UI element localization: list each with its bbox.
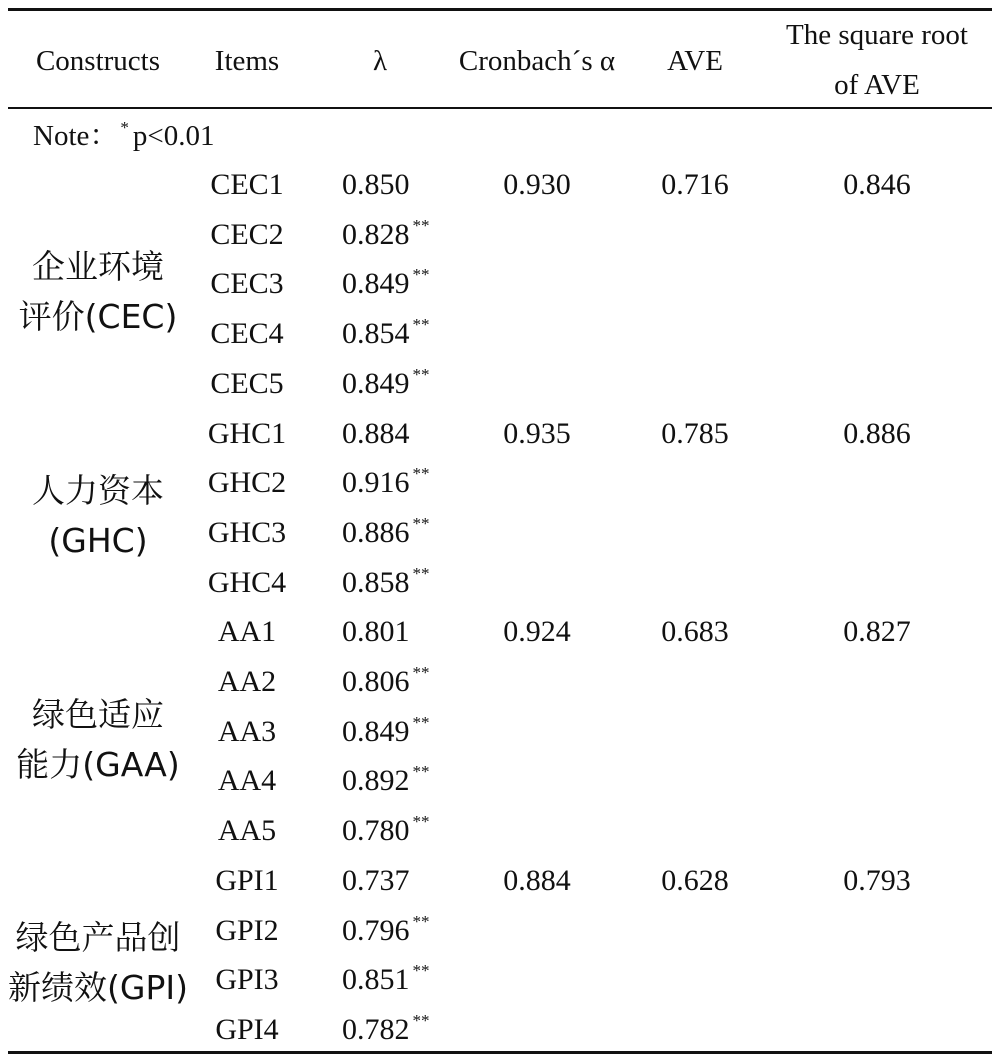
item-cell: GPI1 bbox=[215, 863, 279, 897]
significance-marker: ** bbox=[412, 911, 430, 931]
alpha-cell: 0.924 bbox=[503, 615, 571, 649]
ave-cell: 0.628 bbox=[661, 863, 729, 897]
construct-label-line2: (GHC) bbox=[48, 520, 148, 560]
item-cell: GHC4 bbox=[207, 565, 287, 599]
note-superscript: * bbox=[120, 118, 129, 137]
lambda-value: 0.849 bbox=[342, 714, 410, 748]
top-rule bbox=[8, 8, 992, 11]
lambda-value: 0.849 bbox=[342, 366, 410, 400]
construct-label-line1: 企业环境 bbox=[32, 247, 164, 287]
bottom-rule bbox=[8, 1051, 992, 1054]
header-sqrt-ave-line2: of AVE bbox=[834, 69, 920, 101]
header-cronbach-alpha: Cronbach´s α bbox=[458, 45, 616, 77]
construct-label-line2: 新绩效(GPI) bbox=[8, 968, 188, 1008]
construct-label bbox=[8, 913, 188, 1013]
note-prefix: Note： bbox=[33, 120, 119, 152]
lambda-cell bbox=[342, 615, 413, 653]
lambda-cell bbox=[342, 168, 413, 206]
lambda-cell bbox=[342, 417, 413, 455]
item-cell: AA5 bbox=[217, 814, 277, 848]
lambda-value: 0.849 bbox=[342, 267, 410, 301]
construct-label-line2: 能力(GAA) bbox=[16, 744, 180, 784]
item-cell: GPI4 bbox=[215, 1012, 279, 1046]
item-cell: GPI2 bbox=[215, 913, 279, 947]
lambda-value: 0.892 bbox=[342, 764, 410, 798]
header-rule bbox=[8, 107, 992, 109]
alpha-cell: 0.930 bbox=[503, 168, 571, 201]
lambda-value: 0.782 bbox=[342, 1012, 410, 1046]
construct-label-line1: 绿色适应 bbox=[31, 694, 164, 734]
header-lambda: λ bbox=[372, 45, 388, 77]
table-note bbox=[33, 119, 214, 157]
sqrt-ave-cell: 0.827 bbox=[843, 615, 911, 649]
lambda-value: 0.780 bbox=[342, 814, 410, 848]
item-cell: AA4 bbox=[217, 764, 277, 798]
significance-marker: ** bbox=[412, 961, 430, 981]
item-cell: GHC1 bbox=[207, 416, 287, 450]
header-constructs: Constructs bbox=[35, 45, 161, 77]
lambda-value: 0.828 bbox=[342, 217, 410, 251]
lambda-value: 0.806 bbox=[342, 665, 410, 698]
sqrt-ave-cell: 0.886 bbox=[843, 416, 911, 450]
sqrt-ave-cell: 0.793 bbox=[843, 863, 911, 897]
item-cell: CEC5 bbox=[210, 366, 284, 400]
header-sqrt-ave-line1: The square root bbox=[786, 19, 968, 51]
lambda-cell bbox=[342, 814, 430, 852]
item-cell: AA2 bbox=[217, 665, 277, 698]
lambda-value: 0.884 bbox=[342, 416, 410, 450]
significance-marker: ** bbox=[412, 215, 430, 235]
item-cell: GHC2 bbox=[207, 466, 287, 500]
alpha-cell: 0.935 bbox=[503, 416, 571, 450]
lambda-cell bbox=[342, 317, 430, 355]
significance-marker: ** bbox=[412, 265, 430, 285]
lambda-cell bbox=[342, 215, 430, 256]
lambda-value: 0.850 bbox=[342, 168, 410, 201]
lambda-value: 0.801 bbox=[342, 615, 410, 649]
item-cell: GHC3 bbox=[207, 515, 287, 549]
lambda-cell bbox=[342, 864, 413, 902]
lambda-value: 0.858 bbox=[342, 565, 410, 599]
lambda-cell bbox=[342, 267, 430, 305]
significance-marker: ** bbox=[412, 663, 430, 682]
lambda-cell bbox=[342, 764, 430, 802]
lambda-cell bbox=[342, 364, 430, 405]
header-items: Items bbox=[214, 45, 280, 77]
significance-marker: ** bbox=[412, 513, 430, 533]
lambda-cell bbox=[342, 513, 430, 554]
lambda-cell bbox=[342, 466, 430, 504]
lambda-cell bbox=[342, 963, 430, 1001]
lambda-cell bbox=[342, 563, 430, 604]
significance-marker: ** bbox=[412, 563, 430, 583]
item-cell: CEC3 bbox=[210, 267, 284, 301]
lambda-cell bbox=[342, 665, 430, 703]
lambda-value: 0.886 bbox=[342, 515, 410, 549]
significance-marker: ** bbox=[412, 464, 430, 484]
lambda-value: 0.796 bbox=[342, 913, 410, 947]
significance-marker: ** bbox=[412, 1010, 430, 1030]
significance-marker: ** bbox=[412, 315, 430, 335]
ave-cell: 0.716 bbox=[661, 168, 729, 201]
lambda-cell bbox=[342, 712, 430, 753]
lambda-value: 0.851 bbox=[342, 963, 410, 997]
item-cell: CEC2 bbox=[210, 217, 284, 251]
note-text: p<0.01 bbox=[132, 120, 215, 152]
sqrt-ave-cell: 0.846 bbox=[843, 168, 911, 201]
ave-cell: 0.785 bbox=[661, 416, 729, 450]
lambda-value: 0.737 bbox=[342, 863, 410, 897]
significance-marker: ** bbox=[412, 364, 430, 384]
lambda-value: 0.854 bbox=[342, 317, 410, 351]
significance-marker: ** bbox=[412, 762, 430, 782]
construct-label bbox=[32, 466, 164, 566]
construct-label bbox=[16, 690, 179, 790]
lambda-cell bbox=[342, 1010, 430, 1051]
construct-label-line2: 评价(CEC) bbox=[18, 297, 178, 337]
item-cell: AA1 bbox=[217, 615, 277, 649]
ave-cell: 0.683 bbox=[661, 615, 729, 649]
lambda-cell bbox=[342, 911, 430, 952]
item-cell: GPI3 bbox=[215, 963, 279, 997]
header-ave: AVE bbox=[667, 45, 723, 77]
item-cell: CEC1 bbox=[210, 168, 284, 201]
lambda-value: 0.916 bbox=[342, 466, 410, 500]
item-cell: CEC4 bbox=[210, 317, 284, 351]
significance-marker: ** bbox=[412, 812, 430, 832]
alpha-cell: 0.884 bbox=[503, 863, 571, 897]
construct-label bbox=[19, 242, 178, 342]
construct-label-line1: 绿色产品创 bbox=[15, 918, 181, 958]
significance-marker: ** bbox=[412, 712, 430, 732]
construct-label-line1: 人力资本 bbox=[32, 470, 164, 510]
item-cell: AA3 bbox=[217, 714, 277, 748]
